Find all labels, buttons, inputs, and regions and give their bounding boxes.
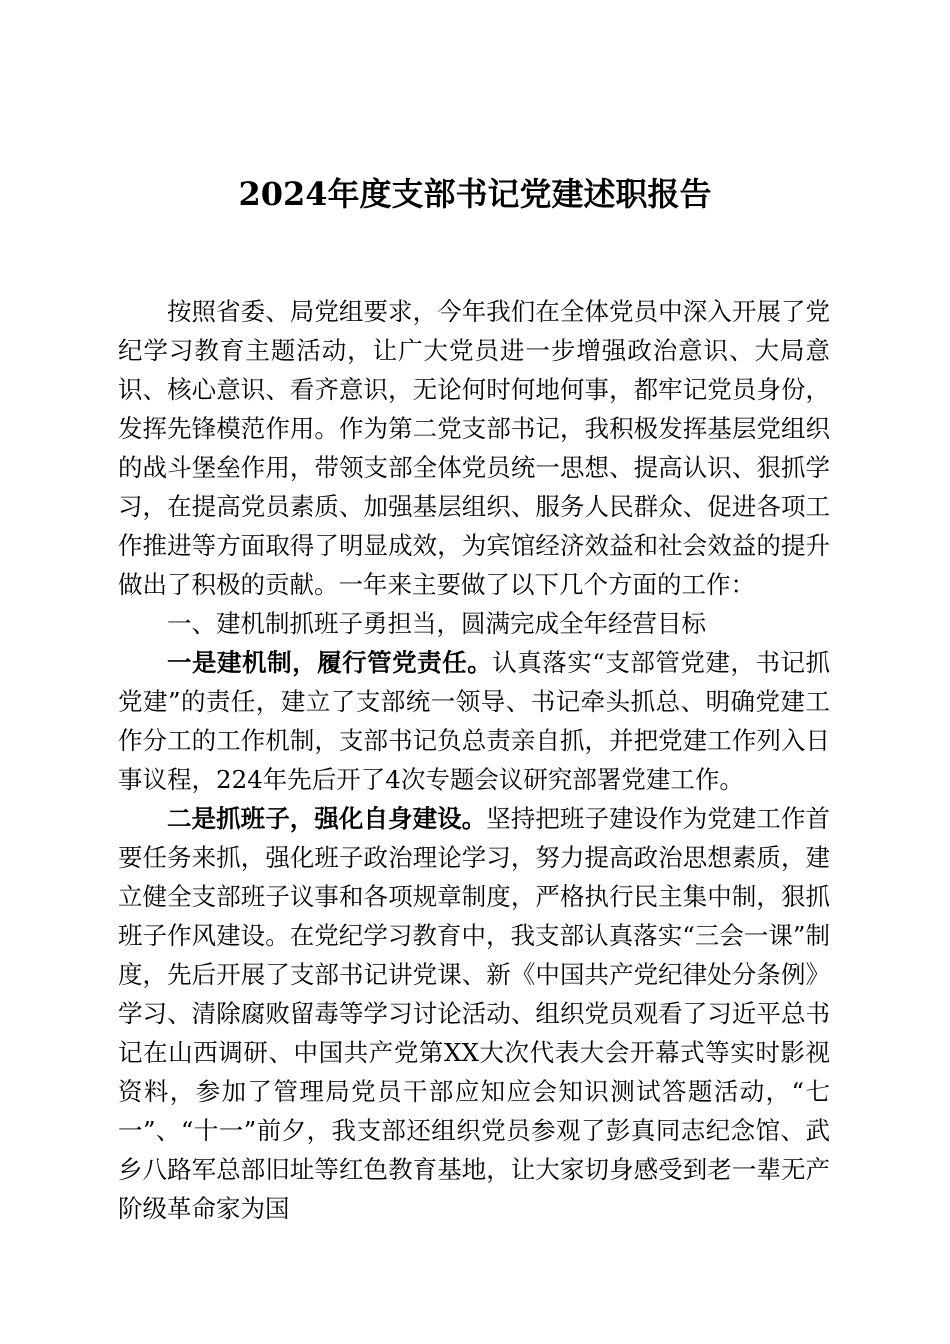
intro-paragraph: 按照省委、局党组要求，今年我们在全体党员中深入开展了党纪学习教育主题活动，让广大党员进一步增强政治意识、大局意识、核心意识、看齐意识，无论何时何地何事，都牢记党员身份，发挥先锋模范作用。作为第二党支部书记，我积极发挥基层党组织的战斗堡垒作用，带领支部全体党员统一思想、提高认识、狠抓学习，在提高党员素质、加强基层组织、服务人民群众、促进各项工作推进等方面取得了明显成效，为宾馆经济效益和社会效益的提升做出了积极的贡献。一年来主要做了以下几个方面的工作： xyxy=(118,297,830,599)
paragraph-1 xyxy=(118,643,830,799)
paragraph-1-body: 认真落实“支部管党建，书记抓党建”的责任，建立了支部统一领导、书记牵头抓总、明确党建工作分工的工作机制，支部书记负总责亲自抓，并把党建工作列入日事议程，224年先后开了4次专题会议研究部署党建工作。 xyxy=(118,648,830,794)
paragraph-2 xyxy=(118,799,830,1228)
document-title: 2024年度支部书记党建述职报告 xyxy=(238,175,712,213)
section-heading-1: 一、建机制抓班子勇担当，圆满完成全年经营目标 xyxy=(167,609,706,638)
paragraph-1-lead: 一是建机制，履行管党责任。 xyxy=(167,648,493,677)
paragraph-2-lead: 二是抓班子，强化自身建设。 xyxy=(167,804,487,833)
document-body xyxy=(118,292,830,1228)
paragraph-2-body: 坚持把班子建设作为党建工作首要任务来抓，强化班子政治理论学习，努力提高政治思想素质，建立健全支部班子议事和各项规章制度，严格执行民主集中制，狠抓班子作风建设。在党纪学习教育中，我支部认真落实“三会一课”制度，先后开展了支部书记讲党课、新《中国共产党纪律处分条例》学习、清除腐败留毒等学习讨论活动、组织党员观看了习近平总书记在山西调研、中国共产党第XX大次代表大会开幕式等实时影视资料，参加了管理局党员干部应知应会知识测试答题活动，“七一”、“十一”前夕，我支部还组织党员参观了彭真同志纪念馆、武乡八路军总部旧址等红色教育基地，让大家切身感受到老一辈无产阶级革命家为国 xyxy=(118,804,830,1223)
